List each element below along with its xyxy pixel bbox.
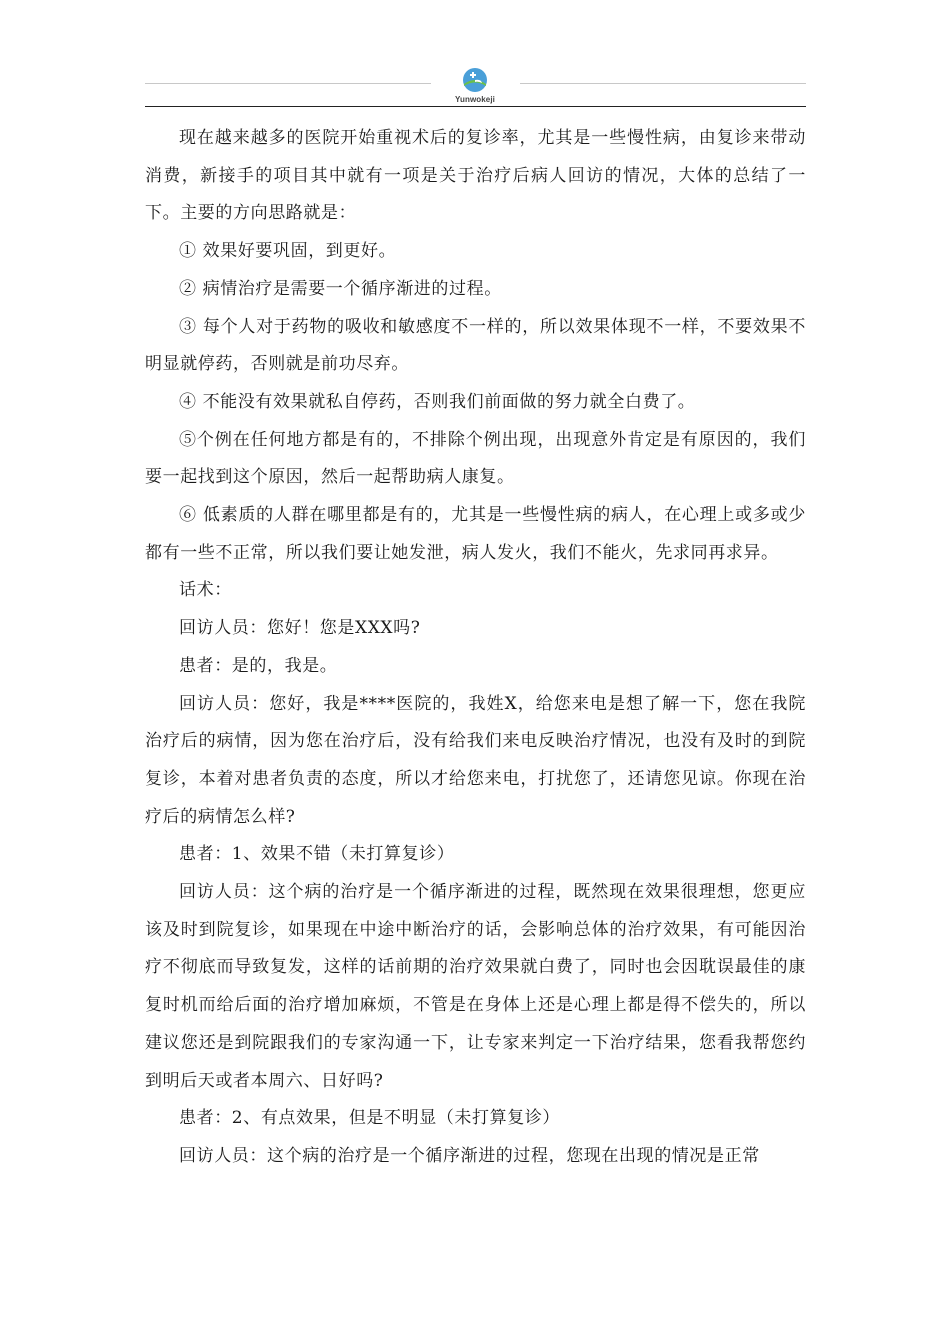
paragraph-dialog-5: 回访人员：这个病的治疗是一个循序渐进的过程，既然现在效果很理想，您更应该及时到院复诊，如果现在中途中断治疗的话，会影响总体的治疗效果，有可能因治疗不彻底而导致复发，这样的话前期的治疗效果就白费了，同时也会因耽误最佳的康复时机而给后面的治疗增加麻烦，不管是在身体上还是心理上都是得不偿失的，所以建议您还是到院跟我们的专家沟通一下，让专家来判定一下治疗结果，您看我帮您约到明后天或者本周六、日好吗?: [145, 882, 806, 1091]
page-header: [145, 64, 806, 108]
document-body: [145, 120, 806, 1176]
paragraph-dialog-4: 患者：1、效果不错（未打算复诊）: [179, 844, 455, 865]
paragraph-point-6: ⑥ 低素质的人群在哪里都是有的，尤其是一些慢性病的病人，在心理上或多或少都有一些不正常，所以我们要让她发泄，病人发火，我们不能火，先求同再求异。: [145, 505, 806, 563]
paragraph-point-4: ④ 不能没有效果就私自停药，否则我们前面做的努力就全白费了。: [179, 391, 696, 412]
paragraph-dialog-3: 回访人员：您好，我是****医院的，我姓X，给您来电是想了解一下，您在我院治疗后的病情，因为您在治疗后，没有给我们来电反映治疗情况，也没有及时的到院复诊，本着对患者负责的态度，所以才给您来电，打扰您了，还请您见谅。你现在治疗后的病情怎么样?: [145, 693, 806, 827]
paragraph-dialog-6: 患者：2、有点效果，但是不明显（未打算复诊）: [179, 1108, 561, 1129]
header-line-right: [520, 83, 806, 84]
paragraph-dialog-7: 回访人员：这个病的治疗是一个循序渐进的过程，您现在出现的情况是正常: [179, 1145, 760, 1166]
paragraph-point-3: ③ 每个人对于药物的吸收和敏感度不一样的，所以效果体现不一样，不要效果不明显就停药，否则就是前功尽弃。: [145, 316, 806, 375]
paragraph-point-1: ① 效果好要巩固，到更好。: [179, 241, 397, 262]
company-logo: [445, 66, 505, 106]
paragraph-dialog-2: 患者：是的，我是。: [179, 655, 338, 676]
paragraph-point-2: ② 病情治疗是需要一个循序渐进的过程。: [179, 278, 502, 299]
paragraph-dialog-1: 回访人员：您好！您是XXX吗?: [179, 618, 421, 639]
logo-icon: [460, 66, 490, 94]
logo-text: Yunwokeji: [454, 95, 496, 104]
header-line-left: [145, 83, 431, 84]
paragraph-intro: 现在越来越多的医院开始重视术后的复诊率，尤其是一些慢性病，由复诊来带动消费，新接手的项目其中就有一项是关于治疗后病人回访的情况，大体的总结了一下。主要的方向思路就是：: [145, 128, 806, 224]
paragraph-point-5: ⑤个例在任何地方都是有的，不排除个例出现，出现意外肯定是有原因的，我们要一起找到这个原因，然后一起帮助病人康复。: [145, 429, 806, 488]
paragraph-script-heading: 话术：: [179, 580, 232, 601]
header-rule: [145, 106, 806, 107]
